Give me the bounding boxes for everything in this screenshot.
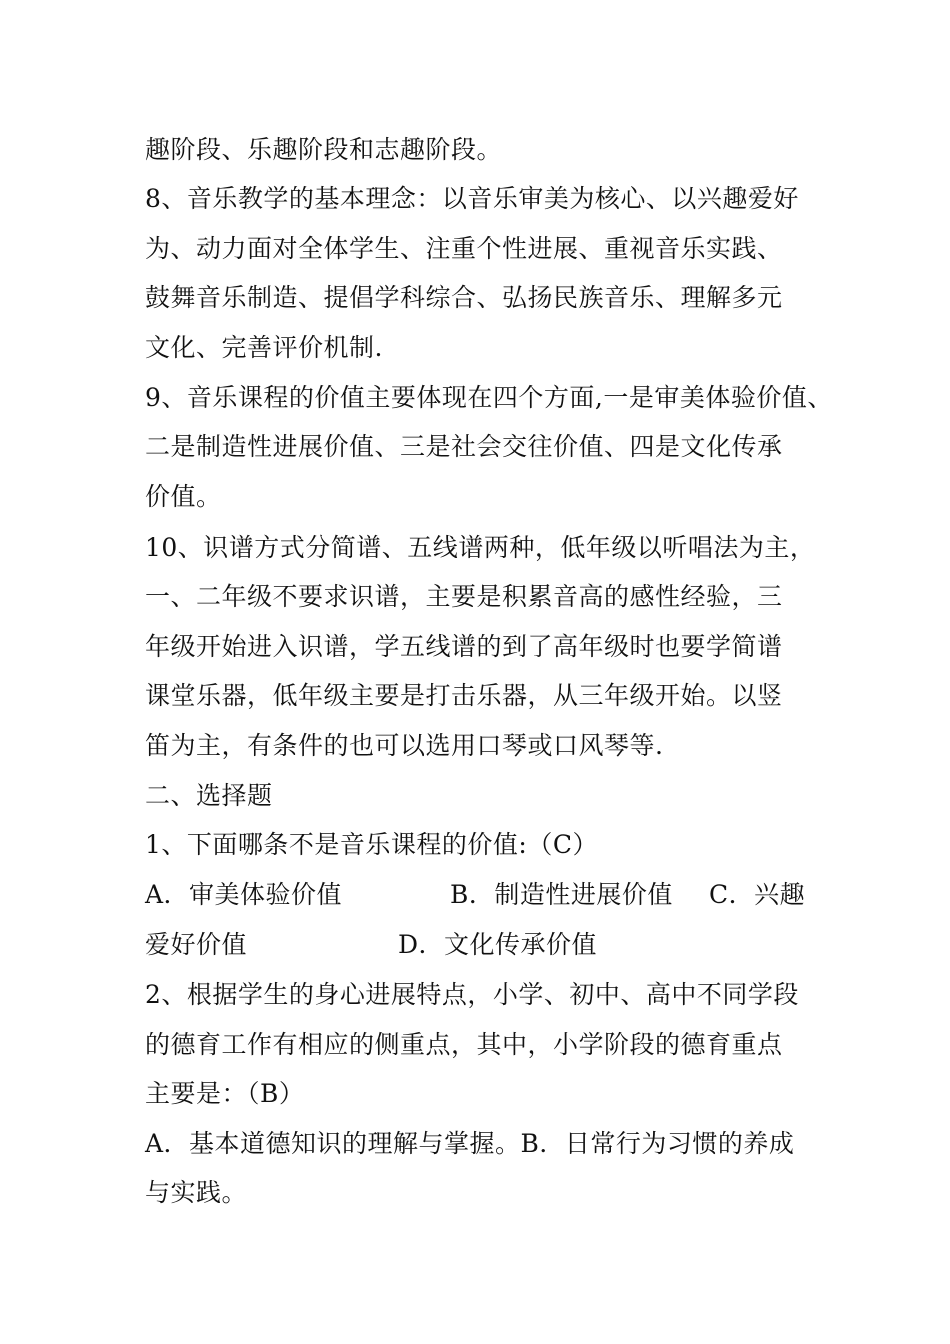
text-line: 与实践。 [145,1178,248,1207]
text-line: 文化、完善评价机制. [145,333,383,362]
text-line: 的德育工作有相应的侧重点，其中，小学阶段的德育重点 [145,1030,783,1059]
q1-option-c: C．兴趣 [709,880,806,909]
question-2: 2、根据学生的身心进展特点，小学、初中、高中不同学段 [145,980,799,1009]
q1-option-c-continued: 爱好价值 [145,930,248,959]
q1-option-d: D．文化传承价值 [398,930,598,959]
text-line: 10、识谱方式分简谱、五线谱两种，低年级以听唱法为主， [145,533,816,562]
question-1: 1、下面哪条不是音乐课程的价值:（C） [145,830,598,859]
text-line: 课堂乐器，低年级主要是打击乐器，从三年级开始。以竖 [145,681,783,710]
text-line: 笛为主，有条件的也可以选用口琴或口风琴等. [145,731,664,760]
text-line: 趣阶段、乐趣阶段和志趣阶段。 [145,135,503,164]
text-line: 一、二年级不要求识谱，主要是积累音高的感性经验，三 [145,582,783,611]
text-line: 鼓舞音乐制造、提倡学科综合、弘扬民族音乐、理解多元 [145,283,783,312]
text-line: 9、音乐课程的价值主要体现在四个方面,一是审美体验价值、 [145,383,833,412]
text-line: 8、音乐教学的基本理念：以音乐审美为核心、以兴趣爱好 [145,184,799,213]
q1-option-a: A．审美体验价值 [145,880,343,909]
q2-options: A．基本道德知识的理解与掌握。B．日常行为习惯的养成 [145,1129,795,1158]
text-line: 为、动力面对全体学生、注重个性进展、重视音乐实践、 [145,234,783,263]
text-line: 二是制造性进展价值、三是社会交往价值、四是文化传承 [145,432,783,461]
text-line: 价值。 [145,482,222,511]
section-heading: 二、选择题 [145,781,273,810]
text-line: 主要是：（B） [145,1079,305,1108]
text-line: 年级开始进入识谱，学五线谱的到了高年级时也要学简谱 [145,632,783,661]
q1-option-b: B．制造性进展价值 [450,880,673,909]
